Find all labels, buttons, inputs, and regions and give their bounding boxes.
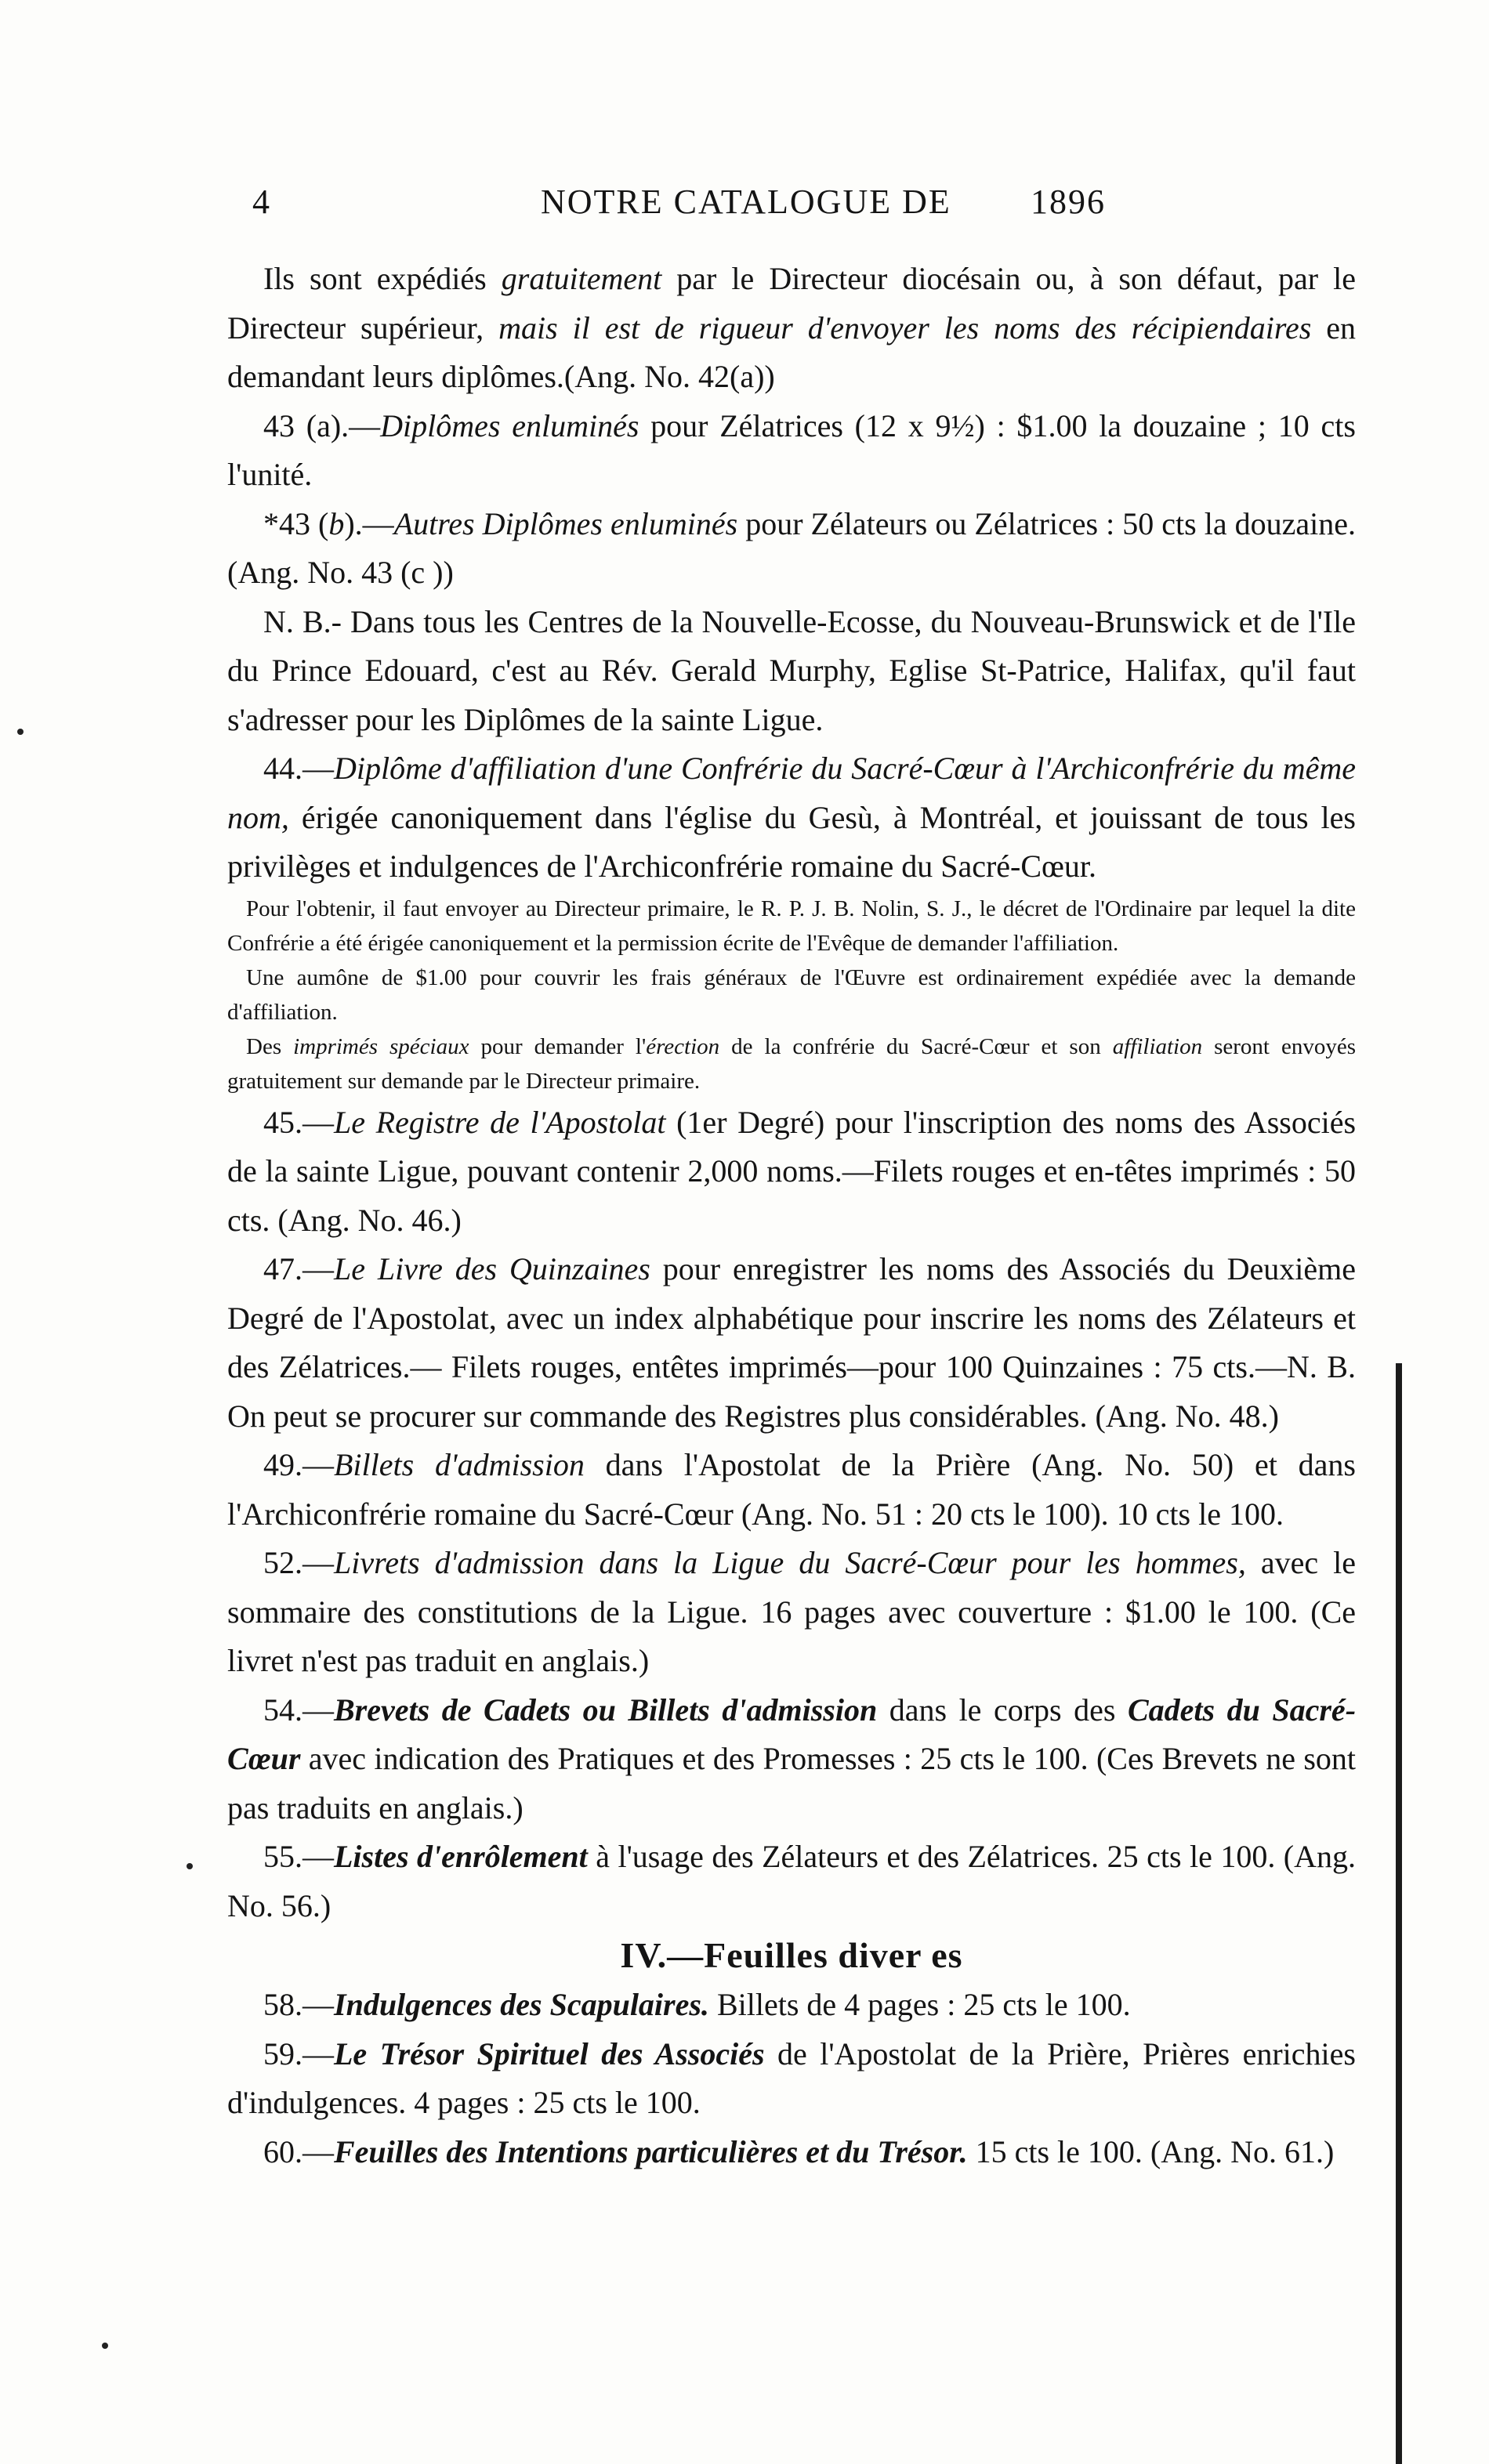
text-segment: 54.— [263,1692,334,1728]
text-segment: 45.— [263,1104,334,1140]
text-segment: Diplômes enluminés [380,407,639,443]
text-segment: par le Directeur diocésain ou, à son défaut, par le Directeur supérieur, [227,261,1356,346]
text-segment: N. B.- Dans tous les Centres de la Nouvelle-Ecosse, du Nouveau-Brunswick et de l'Ile du Prince Edouard, c'est au Rév. Gerald Murphy, Eglise St-Patrice, Halifax, qu'il faut s'adresser pour les Diplômes de la sainte Ligue. [227,603,1356,737]
text-segment: IV.—Feuilles diver es [620,1935,963,1975]
text-segment: Le Livre des Quinzaines [334,1251,650,1286]
text-segment: pour enregistrer les noms des Associés du Deuxième Degré de l'Apostolat, avec un index alphabétique pour inscrire les noms des Zélateurs et des Zélatrices.— Filets rouges, entêtes imprimés—pour 100 Quinzaines : 75 cts.—N. B. On peut se procurer sur commande des Registres plus considérables. (Ang. No. 48.) [227,1251,1356,1434]
text-segment: Listes d'enrôlement [334,1839,588,1874]
text-segment: Livrets d'admission dans la Ligue du Sacré-Cœur pour les hommes, [334,1545,1246,1580]
text-segment: Le Registre de l'Apostolat [334,1104,666,1140]
text-segment: Billets d'admission [334,1447,585,1482]
text-segment: de l'Apostolat de la Prière, Prières enrichies d'indulgences. 4 pages : 25 cts le 100. [227,2035,1356,2120]
text-segment: 59.— [263,2035,334,2071]
text-segment: érigée canoniquement dans l'église du Gesù, à Montréal, et jouissant de tous les privilèges et indulgences de l'Archiconfrérie romaine du Sacré-Cœur. [227,799,1356,884]
note-paragraph [227,1029,1356,1098]
text-segment: 52.— [263,1545,334,1580]
text-segment: dans l'Apostolat de la Prière (Ang. No. 50) et dans l'Archiconfrérie romaine du Sacré-Cœur (Ang. No. 51 : 20 cts le 100). 10 cts le 100. [227,1447,1357,1532]
text-segment: Cadets du Sacré-Cœur [227,1692,1357,1776]
text-segment: gratuitement [501,261,662,296]
note-paragraph [227,892,1356,961]
text-segment: seront envoyés gratuitement sur demande par le Directeur primaire. [227,1033,1356,1094]
text-segment: b [328,505,345,541]
text-segment: Le Trésor Spirituel des Associés [334,2035,765,2071]
text-segment: 55.— [263,1839,334,1874]
margin-speck [102,2343,108,2349]
text-segment: (1er Degré) pour l'inscription des noms des Associés de la sainte Ligue, pouvant contenir 2,000 noms.—Filets rouges et en-têtes imprimés : 50 cts. (Ang. No. 46.) [227,1104,1357,1238]
text-segment: Feuilles des Intentions particulières et du Trésor. [334,2133,968,2169]
catalog-paragraph [227,744,1356,892]
text-segment: mais il est de rigueur d'envoyer les noms des récipiendaires [498,309,1312,346]
catalog-paragraph [227,1441,1356,1539]
running-year: 1896 [1031,183,1106,221]
margin-speck [187,1863,193,1869]
text-segment: imprimés spéciaux [293,1033,469,1059]
text-segment: à l'usage des Zélateurs et des Zélatrices. 25 cts le 100. (Ang. No. 56.) [227,1839,1356,1923]
text-segment: Brevets de Cadets ou Billets d'admission [334,1692,878,1728]
catalog-paragraph [227,2030,1356,2128]
catalog-paragraph [227,402,1356,500]
text-segment: Indulgences des Scapulaires. [334,1987,709,2022]
note-paragraph [227,961,1356,1029]
page-edge-bar [1396,1363,1402,2464]
text-segment: 43 (a).— [263,407,381,443]
text-segment: Autres Diplômes enluminés [393,505,738,541]
text-segment: Une aumône de $1.00 pour couvrir les frais généraux de l'Œuvre est ordinairement expédiée avec la demande d'affiliation. [227,964,1356,1025]
catalog-paragraph [227,1539,1356,1686]
page-number: 4 [252,183,271,221]
text-segment: 58.— [263,1987,334,2022]
catalog-paragraph [227,1981,1356,2030]
text-segment: Ils sont expédiés [263,261,502,296]
catalog-paragraph [227,1098,1356,1246]
text-segment: ).— [344,505,394,541]
text-segment: *43 ( [263,505,329,541]
section-heading [227,1930,1356,1981]
running-title: NOTRE CATALOGUE DE [541,183,951,221]
text-segment: 60.— [263,2133,334,2169]
text-segment: pour Zélateurs ou Zélatrices : 50 cts la douzaine. (Ang. No. 43 (c )) [227,505,1356,590]
text-segment: 49.— [263,1447,334,1482]
text-segment: dans le corps des [877,1692,1128,1728]
text-segment: 47.— [263,1251,334,1286]
text-segment: avec le sommaire des constitutions de la Ligue. 16 pages avec couverture : $1.00 le 100. (Ce livret n'est pas traduit en anglais.) [227,1545,1356,1678]
text-segment: Diplôme d'affiliation d'une Confrérie du Sacré-Cœur à l'Archiconfrérie du même nom, [227,751,1356,835]
catalog-paragraph [227,1245,1356,1441]
text-segment: pour demander l' [469,1033,647,1059]
text-segment: 15 cts le 100. (Ang. No. 61.) [967,2133,1335,2169]
catalog-paragraph [227,255,1356,402]
text-segment: érection [646,1033,720,1059]
text-segment: Des [246,1033,294,1059]
text-segment: 44.— [263,751,334,786]
catalog-paragraph [227,598,1356,745]
catalog-paragraph [227,1833,1356,1930]
page-body [227,255,1356,2176]
margin-speck [17,729,24,735]
catalog-paragraph [227,1686,1356,1833]
text-segment: avec indication des Pratiques et des Promesses : 25 cts le 100. (Ces Brevets ne sont pas traduits en anglais.) [227,1741,1356,1825]
text-segment: en demandant leurs diplômes.(Ang. No. 42(a)) [227,309,1356,394]
text-segment: Pour l'obtenir, il faut envoyer au Directeur primaire, le R. P. J. B. Nolin, S. J., le décret de l'Ordinaire par lequel la dite Confrérie a été érigée canoniquement et la permission écrite de l'Evêque de demander l'affiliation. [227,896,1356,956]
text-segment: pour Zélatrices (12 x 9½) : $1.00 la douzaine ; 10 cts l'unité. [227,407,1356,492]
text-segment: Billets de 4 pages : 25 cts le 100. [708,1987,1131,2022]
text-segment: affiliation [1112,1033,1203,1059]
text-segment: de la confrérie du Sacré-Cœur et son [719,1033,1113,1059]
catalog-paragraph [227,2128,1356,2177]
catalog-paragraph [227,500,1356,598]
